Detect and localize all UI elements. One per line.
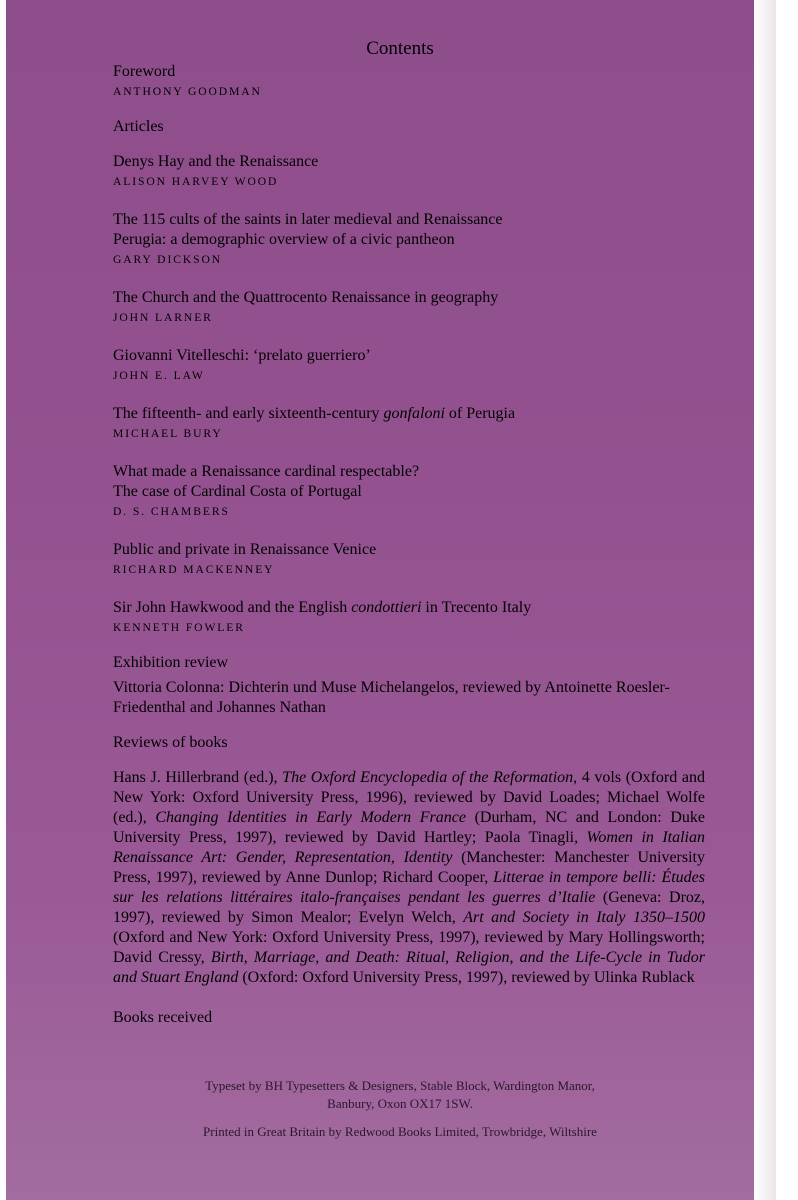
- article-author: JOHN E. LAW: [113, 369, 205, 382]
- review-book-title: Women in Italian Renaissance Art: Gender, Representation, Identity: [113, 829, 706, 866]
- article-title: Public and private in Renaissance Venice: [113, 541, 377, 558]
- article-entry: [113, 404, 705, 444]
- article-title-cont: The case of Cardinal Costa of Portugal: [113, 483, 362, 500]
- title-italic: condottieri: [351, 599, 422, 616]
- article-title: Denys Hay and the Renaissance: [113, 153, 319, 170]
- article-author: KENNETH FOWLER: [113, 621, 245, 634]
- exhibition-heading: Exhibition review: [113, 654, 229, 671]
- article-author: ALISON HARVEY WOOD: [113, 175, 279, 188]
- review-text: (Manchester: Manchester University Press, 1997), reviewed by Anne Dunlop; Richard Cooper,: [113, 849, 705, 886]
- foreword-author: ANTHONY GOODMAN: [113, 85, 262, 98]
- review-text: (Oxford and New York: Oxford University Press, 1997), reviewed by Mary Hollingsworth; David Cressy,: [113, 929, 705, 966]
- review-book-title: Changing Identities in Early Modern France: [155, 809, 466, 826]
- reviews-heading: Reviews of books: [113, 734, 228, 751]
- title-italic: gonfaloni: [383, 405, 445, 422]
- title-text: of Perugia: [444, 405, 516, 422]
- article-title: The Church and the Quattrocento Renaissance in geography: [113, 289, 499, 306]
- printer-credit: Printed in Great Britain by Redwood Books Limited, Trowbridge, Wiltshire: [203, 1124, 597, 1139]
- typeset-line: Banbury, Oxon OX17 1SW.: [327, 1096, 473, 1111]
- review-text: (Durham, NC and London: Duke University Press, 1997), reviewed by David Hartley; Paola Tinagli,: [113, 809, 705, 846]
- page-edge: [754, 0, 776, 1200]
- review-book-title: Birth, Marriage, and Death: Ritual, Religion, and the Life-Cycle in Tudor and Stuart England: [113, 949, 705, 986]
- article-entry: [113, 152, 705, 192]
- title-text: Sir John Hawkwood and the English: [113, 599, 352, 616]
- article-author: GARY DICKSON: [113, 253, 223, 266]
- article-title: [113, 598, 705, 618]
- exhibition-text: Vittoria Colonna: Dichterin und Muse Michelangelos, reviewed by Antoinette Roesler-Friedenthal and Johannes Nathan: [113, 679, 670, 716]
- articles-heading: Articles: [113, 118, 164, 135]
- article-author: MICHAEL BURY: [113, 427, 223, 440]
- foreword-label: Foreword: [113, 63, 176, 80]
- article-title: Giovanni Vitelleschi: ‘prelato guerriero’: [113, 347, 371, 364]
- contents-list: [113, 62, 705, 1028]
- review-text: (Geneva: Droz, 1997), reviewed by Simon Mealor; Evelyn Welch,: [113, 889, 705, 926]
- books-received: Books received: [113, 1009, 213, 1026]
- title-text: The fifteenth- and early sixteenth-century: [113, 405, 384, 422]
- article-entry: [113, 540, 705, 580]
- article-title: What made a Renaissance cardinal respectable?: [113, 463, 420, 480]
- article-author: JOHN LARNER: [113, 311, 213, 324]
- article-author: RICHARD MACKENNEY: [113, 563, 275, 576]
- review-text: (Oxford: Oxford University Press, 1997), reviewed by Ulinka Rublack: [238, 969, 695, 986]
- article-entry: [113, 346, 705, 386]
- article-entry: [113, 288, 705, 328]
- review-text: Hans J. Hillerbrand (ed.),: [113, 769, 283, 786]
- article-entry: [113, 210, 705, 270]
- article-entry: [113, 462, 705, 522]
- typeset-line: Typeset by BH Typesetters & Designers, Stable Block, Wardington Manor,: [205, 1078, 595, 1093]
- review-book-title: Art and Society in Italy 1350–1500: [463, 909, 705, 926]
- review-book-title: The Oxford Encyclopedia of the Reformation: [282, 769, 574, 786]
- contents-heading: Contents: [366, 38, 434, 59]
- review-text: , 4 vols (Oxford and New York: Oxford University Press, 1996), reviewed by David Loades; Michael Wolfe (ed.),: [113, 769, 705, 826]
- article-title-cont: Perugia: a demographic overview of a civic pantheon: [113, 231, 455, 248]
- reviews-text: [113, 768, 705, 988]
- article-title: [113, 404, 705, 424]
- article-title: The 115 cults of the saints in later medieval and Renaissance: [113, 211, 503, 228]
- title-text: in Trecento Italy: [421, 599, 532, 616]
- review-book-title: Litterae in tempore belli: Études sur les relations littéraires italo-françaises pendant les guerres d’Italie: [113, 869, 705, 906]
- typeset-credit: [0, 1077, 798, 1113]
- article-entry: [113, 598, 705, 638]
- article-author: D. S. CHAMBERS: [113, 505, 230, 518]
